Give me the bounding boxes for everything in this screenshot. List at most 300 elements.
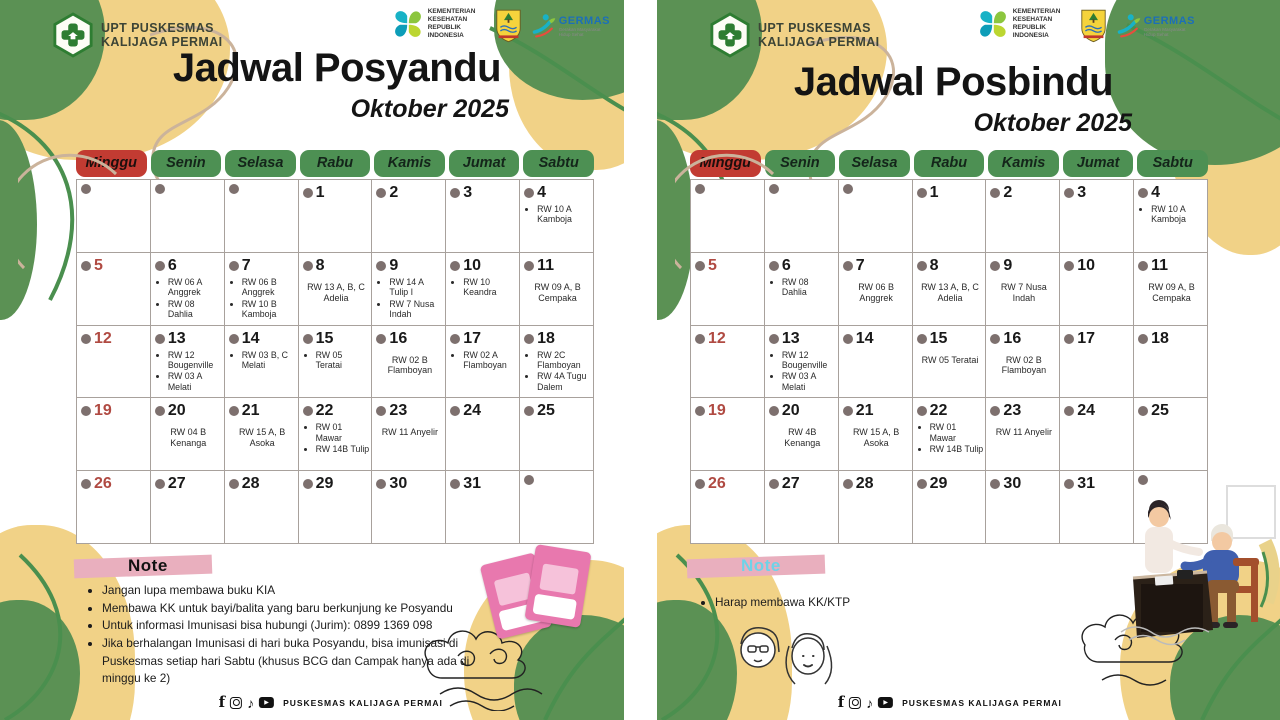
cell-dot-icon <box>81 334 91 344</box>
tiktok-icon: ♪ <box>866 694 874 711</box>
note-item: • Jika berhalangan Imunisasi di hari buka Posyandu, bisa imunisasi di Puskesmas setiap hari Sabtu (khusus BCG dan Campak hanya ada di minggu ke 2) <box>102 635 492 688</box>
calendar-cell-empty <box>839 180 913 253</box>
cell-dot-icon <box>303 261 313 271</box>
calendar-cell-12 <box>77 326 151 399</box>
event-item: • RW 10 Keandra <box>463 277 517 298</box>
event-item: RW 4B Kenanga <box>784 427 821 449</box>
cell-dot-icon <box>229 261 239 271</box>
cell-dot-icon <box>450 479 460 489</box>
note-title: Note <box>128 556 168 575</box>
day-number: 1 <box>929 184 939 201</box>
footer-text: PUSKESMAS KALIJAGA PERMAI <box>283 697 443 708</box>
calendar-cell-14 <box>225 326 299 399</box>
cell-dot-icon <box>843 334 853 344</box>
calendar-cell-29 <box>299 471 373 544</box>
day-header-kamis: Kamis <box>374 150 445 177</box>
day-number: 26 <box>94 475 112 493</box>
facebook-icon: f <box>837 693 845 711</box>
calendar-cell-1 <box>913 180 987 253</box>
event-item: RW 13 A, B, C Adelia <box>921 281 979 303</box>
calendar-cell-13 <box>151 326 225 399</box>
event-item: • RW 08 Dahlia <box>168 299 222 320</box>
note-item: • Membawa KK untuk bayi/balita yang baru berkunjung ke Posyandu <box>102 600 492 618</box>
cell-dot-icon <box>695 479 705 489</box>
event-item: RW 15 A, B Asoka <box>238 427 286 449</box>
germas-tagline: Gerakan Masyarakat Hidup Sehat <box>1143 26 1186 37</box>
day-header-minggu: Minggu <box>76 150 147 177</box>
cell-dot-icon <box>450 406 460 416</box>
day-number: 23 <box>1003 402 1022 420</box>
day-header-sabtu: Sabtu <box>523 150 594 177</box>
note-list <box>84 582 492 688</box>
event-item: RW 02 B Flamboyan <box>1001 354 1047 376</box>
event-list <box>769 350 836 393</box>
cell-dot-icon <box>1138 406 1148 416</box>
cell-dot-icon <box>990 334 1000 344</box>
event-item: RW 7 Nusa Indah <box>1000 281 1047 303</box>
calendar-cell-22 <box>913 398 987 471</box>
calendar-cell-27 <box>765 471 839 544</box>
cell-dot-icon <box>917 188 927 198</box>
day-number: 29 <box>929 475 948 493</box>
cell-dot-icon <box>1138 334 1148 344</box>
day-number: 19 <box>94 402 112 420</box>
calendar-cell-26 <box>691 471 765 544</box>
calendar-cell-2 <box>372 180 446 253</box>
calendar-cell-17 <box>1060 326 1134 399</box>
calendar-cell-5 <box>77 253 151 326</box>
cell-dot-icon <box>917 261 927 271</box>
day-number: 7 <box>855 256 865 274</box>
day-number: 20 <box>167 402 186 420</box>
calendar-cell-19 <box>77 398 151 471</box>
cell-dot-icon <box>843 261 853 271</box>
calendar-cell-10 <box>446 253 520 326</box>
event-item: RW 15 A, B Asoka <box>852 427 900 449</box>
event-list <box>450 350 517 371</box>
day-number: 9 <box>389 256 399 274</box>
calendar-cell-16 <box>372 326 446 399</box>
cell-dot-icon <box>524 261 534 271</box>
germas-logo <box>1116 12 1195 40</box>
calendar-cell-25 <box>1134 398 1208 471</box>
cell-dot-icon <box>695 261 705 271</box>
note-item: • Jangan lupa membawa buku KIA <box>102 582 492 600</box>
calendar-cell-20 <box>151 398 225 471</box>
day-number: 17 <box>1077 329 1096 347</box>
cell-dot-icon <box>695 406 705 416</box>
cell-dot-icon <box>303 479 313 489</box>
calendar-cell-2 <box>986 180 1060 253</box>
event-item: RW 02 B Flamboyan <box>387 354 433 376</box>
day-number: 31 <box>463 475 482 493</box>
cell-dot-icon <box>1064 406 1074 416</box>
cell-dot-icon <box>81 406 91 416</box>
calendar-cell-31 <box>446 471 520 544</box>
day-number: 28 <box>241 475 260 493</box>
day-number: 21 <box>241 402 260 420</box>
event-item: • RW 10 A Kamboja <box>537 204 591 225</box>
day-number: 25 <box>1151 402 1169 420</box>
day-number: 2 <box>1003 184 1013 201</box>
people-doodle-illustration <box>729 612 854 712</box>
cell-dot-icon <box>81 184 91 194</box>
calendar-cell-20 <box>765 398 839 471</box>
cell-dot-icon <box>695 334 705 344</box>
germas-label: GERMAS <box>1143 14 1195 27</box>
cell-dot-icon <box>990 261 1000 271</box>
day-number: 23 <box>389 402 408 420</box>
event-item: • RW 08 Dahlia <box>782 277 836 298</box>
cell-dot-icon <box>917 479 927 489</box>
poster-title: Jadwal Posbindu <box>793 60 1114 104</box>
day-number: 25 <box>537 402 555 420</box>
day-header-jumat: Jumat <box>1063 150 1134 177</box>
calendar-cell-22 <box>299 398 373 471</box>
calendar-cell-4 <box>520 180 594 253</box>
day-header-kamis: Kamis <box>988 150 1059 177</box>
calendar-cell-23 <box>986 398 1060 471</box>
day-number: 3 <box>1077 184 1087 201</box>
youtube-icon: ▶ <box>878 697 893 708</box>
cell-dot-icon <box>155 184 165 194</box>
event-item: • RW 01 Mawar <box>930 422 984 443</box>
day-number: 22 <box>315 402 334 420</box>
day-number: 3 <box>463 184 473 201</box>
day-number: 21 <box>855 402 874 420</box>
germas-icon <box>1116 12 1142 40</box>
footer <box>219 695 443 710</box>
calendar-cell-23 <box>372 398 446 471</box>
event-list <box>1138 204 1205 225</box>
clinic-name: UPT PUSKESMAS KALIJAGA PERMAI <box>101 20 223 49</box>
day-number: 16 <box>389 329 408 347</box>
cell-dot-icon <box>1064 479 1074 489</box>
cell-dot-icon <box>769 334 779 344</box>
day-number: 27 <box>781 475 800 493</box>
day-number: 31 <box>1077 475 1096 493</box>
cell-dot-icon <box>450 334 460 344</box>
cell-dot-icon <box>229 406 239 416</box>
gov-logos <box>977 8 1195 43</box>
cell-dot-icon <box>843 406 853 416</box>
cell-dot-icon <box>769 261 779 271</box>
day-number: 12 <box>94 329 112 347</box>
cell-dot-icon <box>376 334 386 344</box>
day-number: 7 <box>241 256 251 274</box>
note-section <box>697 556 1077 612</box>
day-header-minggu: Minggu <box>690 150 761 177</box>
cell-dot-icon <box>376 188 386 198</box>
poster-title: Jadwal Posyandu <box>172 46 502 90</box>
event-item: • RW 03 A Melati <box>168 371 222 392</box>
cell-dot-icon <box>155 334 165 344</box>
event-list <box>524 204 591 225</box>
day-number: 6 <box>781 256 791 274</box>
calendar-cell-28 <box>839 471 913 544</box>
footer-text: PUSKESMAS KALIJAGA PERMAI <box>902 697 1062 708</box>
calendar-cell-30 <box>986 471 1060 544</box>
day-number: 2 <box>389 184 399 201</box>
cell-dot-icon <box>81 261 91 271</box>
day-header-senin: Senin <box>765 150 836 177</box>
calendar-cell-24 <box>1060 398 1134 471</box>
clinic-name: UPT PUSKESMAS KALIJAGA PERMAI <box>758 20 880 49</box>
event-item: • RW 14B Tulip <box>316 444 370 454</box>
kemenkes-label: KEMENTERIAN KESEHATAN REPUBLIK INDONESIA <box>427 8 476 40</box>
event-list <box>155 350 222 393</box>
day-number: 12 <box>708 329 726 347</box>
day-number: 27 <box>167 475 186 493</box>
calendar-cell-19 <box>691 398 765 471</box>
poster-posyandu <box>0 0 624 720</box>
cirebon-crest-icon <box>495 8 522 43</box>
note-item: • Untuk informasi Imunisasi bisa hubungi (Jurim): 0899 1369 098 <box>102 617 492 635</box>
day-number: 14 <box>855 329 874 347</box>
cell-dot-icon <box>990 188 1000 198</box>
day-number: 11 <box>537 256 555 274</box>
cell-dot-icon <box>229 184 239 194</box>
note-section <box>84 556 492 688</box>
day-header-rabu: Rabu <box>914 150 985 177</box>
cell-dot-icon <box>376 479 386 489</box>
calendar-cell-25 <box>520 398 594 471</box>
note-list <box>697 594 1077 612</box>
day-number: 19 <box>708 402 726 420</box>
calendar-cell-8 <box>299 253 373 326</box>
calendar-cell-18 <box>520 326 594 399</box>
calendar-cell-6 <box>765 253 839 326</box>
calendar-posyandu <box>76 150 594 544</box>
facebook-icon: f <box>218 693 226 711</box>
day-number: 20 <box>781 402 800 420</box>
day-header-selasa: Selasa <box>839 150 910 177</box>
cell-dot-icon <box>303 334 313 344</box>
calendar-cell-empty <box>225 180 299 253</box>
event-list <box>155 277 222 320</box>
event-item: • RW 03 A Melati <box>782 371 836 392</box>
calendar-cell-17 <box>446 326 520 399</box>
cell-dot-icon <box>1138 188 1148 198</box>
germas-label: GERMAS <box>558 14 610 27</box>
event-item: • RW 14B Tulip <box>930 444 984 454</box>
cell-dot-icon <box>155 406 165 416</box>
cell-dot-icon <box>769 406 779 416</box>
event-list <box>769 277 836 298</box>
cirebon-crest-icon <box>1080 8 1107 43</box>
cell-dot-icon <box>376 406 386 416</box>
cell-dot-icon <box>1138 261 1148 271</box>
calendar-cell-6 <box>151 253 225 326</box>
day-number: 4 <box>1151 184 1161 201</box>
day-number: 8 <box>315 256 325 274</box>
calendar-cell-4 <box>1134 180 1208 253</box>
calendar-cell-1 <box>299 180 373 253</box>
calendar-cell-9 <box>372 253 446 326</box>
gov-logos <box>392 8 610 43</box>
note-header <box>84 556 492 578</box>
youtube-icon: ▶ <box>259 697 274 708</box>
calendar-cell-18 <box>1134 326 1208 399</box>
day-number: 24 <box>463 402 482 420</box>
event-item: • RW 03 B, C Melati <box>242 350 296 371</box>
day-number: 13 <box>781 329 800 347</box>
instagram-icon <box>230 697 242 709</box>
day-header-rabu: Rabu <box>300 150 371 177</box>
day-number: 11 <box>1151 256 1169 274</box>
calendar-cell-empty <box>151 180 225 253</box>
cell-dot-icon <box>769 184 779 194</box>
note-title: Note <box>741 556 781 575</box>
day-number: 17 <box>463 329 482 347</box>
kia-book-icon <box>524 544 591 628</box>
kia-books-illustration <box>486 548 601 668</box>
cell-dot-icon <box>990 406 1000 416</box>
instagram-icon <box>849 697 861 709</box>
calendar-cell-13 <box>765 326 839 399</box>
day-number: 18 <box>1151 329 1169 347</box>
calendar-cell-10 <box>1060 253 1134 326</box>
calendar-cell-21 <box>225 398 299 471</box>
calendar-cell-14 <box>839 326 913 399</box>
event-list <box>917 422 984 454</box>
cell-dot-icon <box>376 261 386 271</box>
cell-dot-icon <box>81 479 91 489</box>
calendar-cell-empty <box>765 180 839 253</box>
day-header-jumat: Jumat <box>449 150 520 177</box>
puskesmas-logo-icon <box>709 12 751 58</box>
cell-dot-icon <box>524 188 534 198</box>
event-list <box>376 277 443 320</box>
event-item: • RW 2C Flamboyan <box>537 350 591 371</box>
cell-dot-icon <box>769 479 779 489</box>
event-item: • RW 06 A Anggrek <box>168 277 222 298</box>
cell-dot-icon <box>1064 334 1074 344</box>
clinic-header <box>709 12 880 58</box>
day-number: 30 <box>1003 475 1022 493</box>
event-item: • RW 02 A Flamboyan <box>463 350 517 371</box>
day-number: 28 <box>855 475 874 493</box>
day-number: 22 <box>929 402 948 420</box>
calendar-cell-30 <box>372 471 446 544</box>
calendar-cell-28 <box>225 471 299 544</box>
calendar-cell-15 <box>913 326 987 399</box>
cell-dot-icon <box>524 475 534 485</box>
day-number: 30 <box>389 475 408 493</box>
calendar-cell-11 <box>1134 253 1208 326</box>
note-header <box>697 556 1077 578</box>
poster-posbindu <box>657 0 1280 720</box>
cell-dot-icon <box>1064 188 1074 198</box>
day-header-sabtu: Sabtu <box>1137 150 1208 177</box>
calendar-cell-3 <box>1060 180 1134 253</box>
day-number: 10 <box>1077 256 1096 274</box>
note-item: • Harap membawa KK/KTP <box>715 594 1077 612</box>
calendar-cell-empty <box>691 180 765 253</box>
cell-dot-icon <box>229 334 239 344</box>
day-number: 14 <box>241 329 260 347</box>
germas-logo <box>531 12 610 40</box>
kemenkes-logo <box>392 8 486 41</box>
event-item: • RW 12 Bougenville <box>168 350 222 371</box>
event-list <box>229 277 296 320</box>
calendar-cell-8 <box>913 253 987 326</box>
poster-month: Oktober 2025 <box>973 109 1132 137</box>
germas-icon <box>531 12 557 40</box>
day-number: 24 <box>1077 402 1096 420</box>
event-list <box>303 422 370 454</box>
day-number: 5 <box>708 256 717 274</box>
calendar-cell-5 <box>691 253 765 326</box>
calendar-cell-3 <box>446 180 520 253</box>
cell-dot-icon <box>843 184 853 194</box>
event-item: • RW 10 B Kamboja <box>242 299 296 320</box>
event-item: • RW 10 A Kamboja <box>1151 204 1205 225</box>
event-item: • RW 14 A Tulip I <box>389 277 443 298</box>
cell-dot-icon <box>1064 261 1074 271</box>
day-header-selasa: Selasa <box>225 150 296 177</box>
cell-dot-icon <box>990 479 1000 489</box>
event-item: • RW 4A Tugu Dalem <box>537 371 591 392</box>
cell-dot-icon <box>843 479 853 489</box>
calendar-cell-26 <box>77 471 151 544</box>
day-number: 1 <box>315 184 325 201</box>
calendar-cell-15 <box>299 326 373 399</box>
footer <box>838 695 1062 710</box>
calendar-cell-27 <box>151 471 225 544</box>
tiktok-icon: ♪ <box>247 694 255 711</box>
event-item: • RW 05 Teratai <box>316 350 370 371</box>
germas-tagline: Gerakan Masyarakat Hidup Sehat <box>558 26 601 37</box>
cell-dot-icon <box>695 184 705 194</box>
event-item: RW 09 A, B Cempaka <box>1148 281 1195 303</box>
cell-dot-icon <box>917 406 927 416</box>
poster-month: Oktober 2025 <box>350 95 509 123</box>
event-item: RW 13 A, B, C Adelia <box>307 281 365 303</box>
event-item: • RW 01 Mawar <box>316 422 370 443</box>
calendar-cell-empty <box>520 471 594 544</box>
event-item: • RW 06 B Anggrek <box>242 277 296 298</box>
day-number: 8 <box>929 256 939 274</box>
event-item: RW 04 B Kenanga <box>170 427 207 449</box>
cell-dot-icon <box>917 334 927 344</box>
day-number: 26 <box>708 475 726 493</box>
cell-dot-icon <box>303 188 313 198</box>
day-number: 6 <box>167 256 177 274</box>
cell-dot-icon <box>303 406 313 416</box>
cell-dot-icon <box>155 479 165 489</box>
day-number: 13 <box>167 329 186 347</box>
day-number: 29 <box>315 475 334 493</box>
cell-dot-icon <box>450 261 460 271</box>
calendar-cell-7 <box>839 253 913 326</box>
cell-dot-icon <box>155 261 165 271</box>
kemenkes-label: KEMENTERIAN KESEHATAN REPUBLIK INDONESIA <box>1012 8 1061 40</box>
event-item: RW 06 B Anggrek <box>858 281 895 303</box>
posbindu-checkup-illustration <box>1115 482 1280 647</box>
calendar-cell-7 <box>225 253 299 326</box>
day-number: 15 <box>929 329 948 347</box>
event-list <box>524 350 591 393</box>
event-item: • RW 12 Bougenville <box>782 350 836 371</box>
kemenkes-logo <box>977 8 1071 41</box>
day-number: 9 <box>1003 256 1013 274</box>
event-item: • RW 7 Nusa Indah <box>389 299 443 320</box>
calendar-cell-12 <box>691 326 765 399</box>
event-list <box>303 350 370 371</box>
cell-dot-icon <box>450 188 460 198</box>
day-number: 4 <box>537 184 547 201</box>
